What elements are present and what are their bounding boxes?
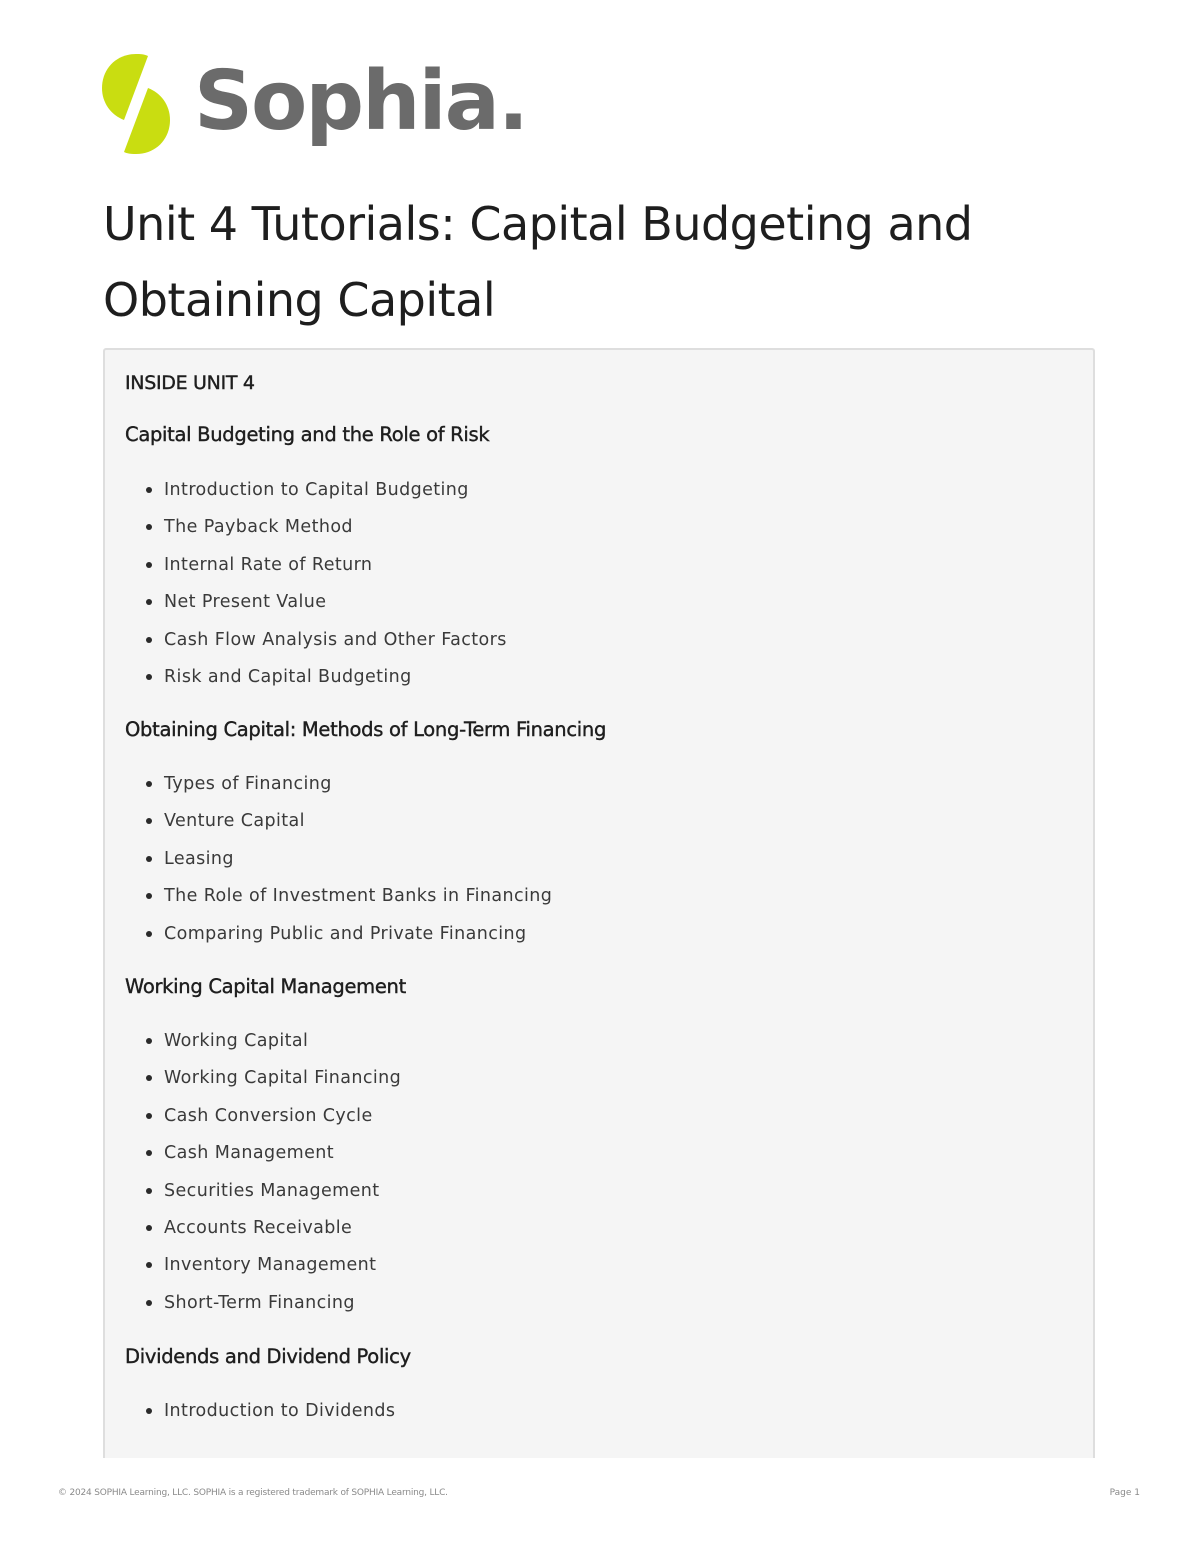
list-item[interactable]: Risk and Capital Budgeting xyxy=(143,665,507,702)
bullet-icon xyxy=(146,1188,152,1194)
bullet-icon xyxy=(146,1408,152,1414)
list-item[interactable]: Cash Conversion Cycle xyxy=(143,1104,401,1141)
bullet-icon xyxy=(146,599,152,605)
list-item[interactable]: Working Capital Financing xyxy=(143,1066,401,1103)
page-title: Unit 4 Tutorials: Capital Budgeting and Obtaining Capital xyxy=(103,197,973,327)
list-item[interactable]: Net Present Value xyxy=(143,590,507,627)
bullet-icon xyxy=(146,1113,152,1119)
bullet-icon xyxy=(146,1300,152,1306)
bullet-icon xyxy=(146,1225,152,1231)
inside-unit-box xyxy=(103,348,1095,1458)
list-item[interactable]: The Role of Investment Banks in Financing xyxy=(143,884,552,921)
list-item[interactable]: Comparing Public and Private Financing xyxy=(143,922,552,959)
section-heading-dividends: Dividends and Dividend Policy xyxy=(125,1345,411,1368)
list-item[interactable]: Securities Management xyxy=(143,1179,401,1216)
list-item[interactable]: Cash Management xyxy=(143,1141,401,1178)
list-item[interactable]: Inventory Management xyxy=(143,1253,401,1290)
bullet-icon xyxy=(146,524,152,530)
list-item[interactable]: Leasing xyxy=(143,847,552,884)
list-item[interactable]: The Payback Method xyxy=(143,515,507,552)
section-heading-obtaining-capital: Obtaining Capital: Methods of Long-Term Financing xyxy=(125,718,607,741)
list-item[interactable]: Types of Financing xyxy=(143,772,552,809)
list-item[interactable]: Introduction to Dividends xyxy=(143,1399,395,1436)
bullet-icon xyxy=(146,781,152,787)
list-item[interactable]: Working Capital xyxy=(143,1029,401,1066)
bullet-icon xyxy=(146,931,152,937)
bullet-icon xyxy=(146,637,152,643)
bullet-icon xyxy=(146,1075,152,1081)
bullet-icon xyxy=(146,562,152,568)
bullet-icon xyxy=(146,674,152,680)
bullet-icon xyxy=(146,856,152,862)
sophia-logo xyxy=(100,50,527,158)
section-heading-working-capital: Working Capital Management xyxy=(125,975,406,998)
bullet-icon xyxy=(146,1150,152,1156)
sophia-logo-mark-icon xyxy=(100,52,172,156)
list-item[interactable]: Venture Capital xyxy=(143,809,552,846)
topic-list-dividends xyxy=(143,1399,395,1436)
topic-list-working-capital xyxy=(143,1029,401,1328)
box-heading: INSIDE UNIT 4 xyxy=(125,372,255,394)
bullet-icon xyxy=(146,818,152,824)
list-item[interactable]: Short-Term Financing xyxy=(143,1291,401,1328)
topic-list-obtaining-capital xyxy=(143,772,552,959)
bullet-icon xyxy=(146,1262,152,1268)
footer-copyright: © 2024 SOPHIA Learning, LLC. SOPHIA is a registered trademark of SOPHIA Learning, LLC. xyxy=(58,1488,448,1498)
list-item[interactable]: Introduction to Capital Budgeting xyxy=(143,478,507,515)
list-item[interactable]: Accounts Receivable xyxy=(143,1216,401,1253)
bullet-icon xyxy=(146,893,152,899)
footer-page-number: Page 1 xyxy=(1109,1488,1140,1498)
list-item[interactable]: Cash Flow Analysis and Other Factors xyxy=(143,628,507,665)
list-item[interactable]: Internal Rate of Return xyxy=(143,553,507,590)
section-heading-capital-budgeting: Capital Budgeting and the Role of Risk xyxy=(125,423,490,446)
topic-list-capital-budgeting xyxy=(143,478,507,702)
bullet-icon xyxy=(146,487,152,493)
sophia-wordmark: Sophia. xyxy=(194,54,528,149)
bullet-icon xyxy=(146,1038,152,1044)
